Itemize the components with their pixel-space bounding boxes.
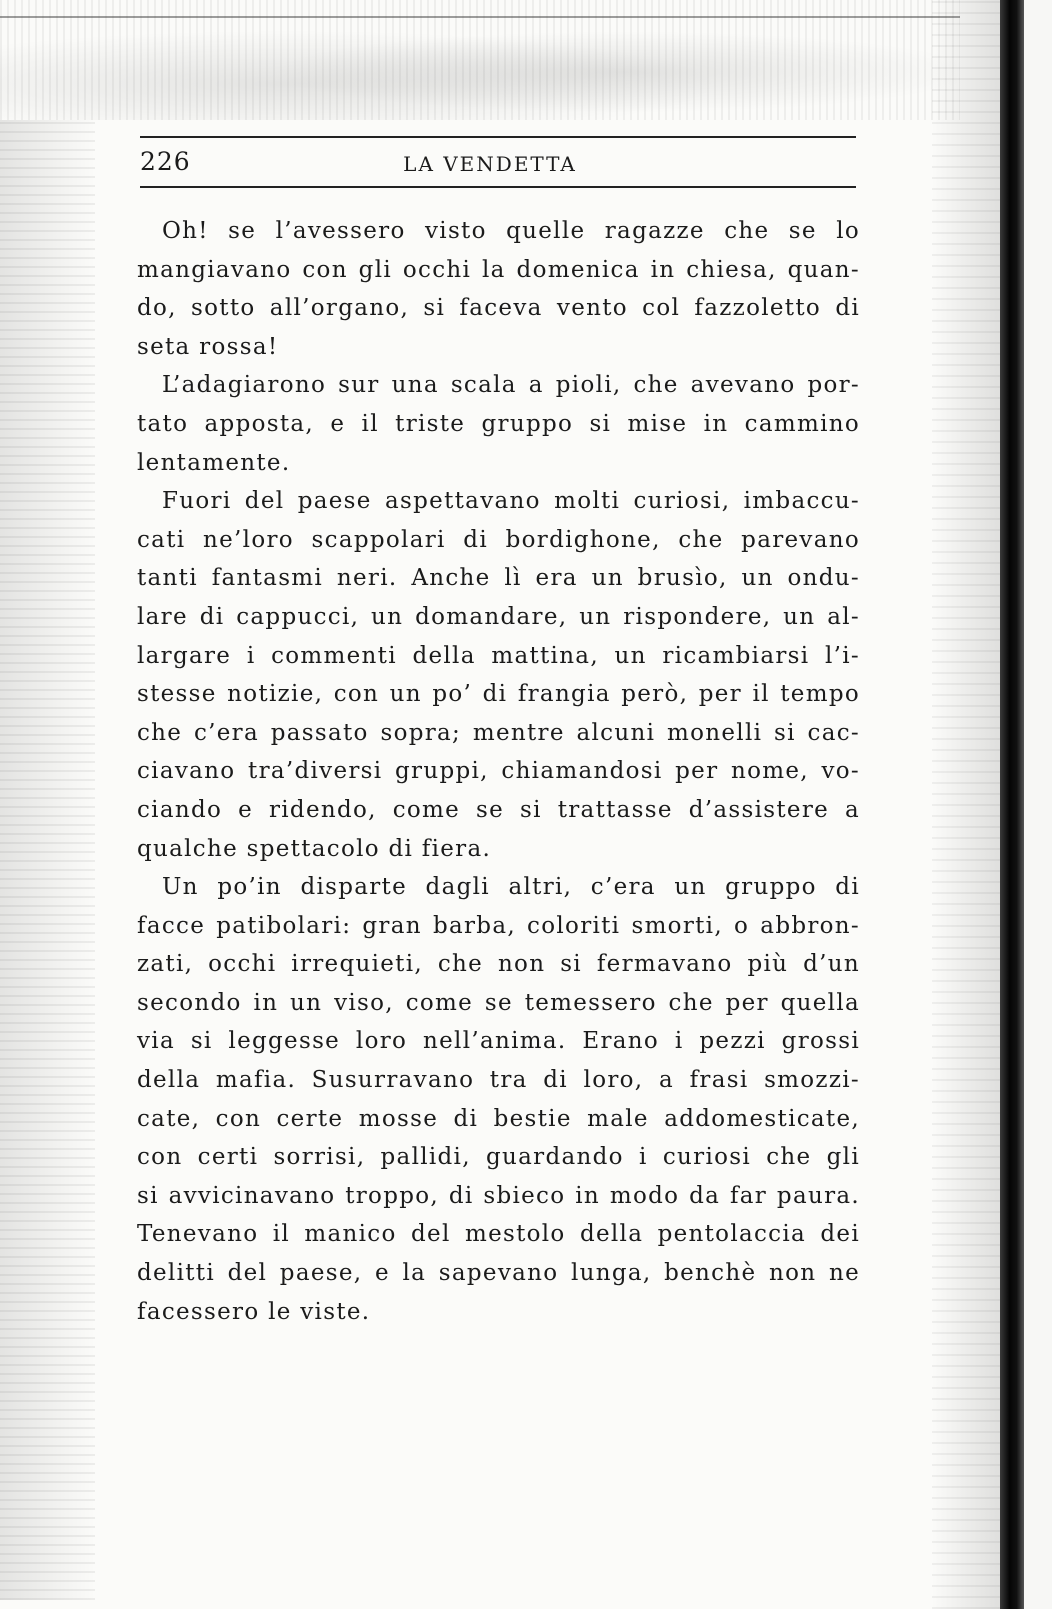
text-line: seta rossa! <box>137 333 279 360</box>
text-line: cate, con certe mosse di bestie male addomesticate, <box>137 1105 860 1132</box>
scan-edge-line <box>0 16 960 18</box>
text-line: do, sotto all’organo, si faceva vento col fazzoletto di <box>137 295 860 322</box>
text-line: L’adagiarono sur una scala a pioli, che avevano por- <box>162 372 860 399</box>
text-line: facessero le viste. <box>137 1298 371 1325</box>
header-rule-bottom <box>140 186 856 188</box>
body-text <box>137 212 860 1331</box>
text-line: tanti fantasmi neri. Anche lì era un brusìo, un ondu- <box>137 565 860 592</box>
text-line: Fuori del paese aspettavano molti curiosi, imbaccu- <box>162 488 860 515</box>
text-line: cati ne’loro scappolari di bordighone, che parevano <box>137 526 860 553</box>
text-line: Tenevano il manico del mestolo della pentolaccia dei <box>137 1221 860 1248</box>
scan-noise-top <box>0 0 960 120</box>
text-line: secondo in un viso, come se temessero che per quella <box>137 989 860 1016</box>
text-line: largare i commenti della mattina, un ricambiarsi l’i- <box>137 642 860 669</box>
text-line: si avvicinavano troppo, di sbieco in modo da far paura. <box>137 1182 860 1209</box>
text-line: mangiavano con gli occhi la domenica in chiesa, quan- <box>137 256 860 283</box>
text-line: ciavano tra’diversi gruppi, chiamandosi per nome, vo- <box>137 758 860 785</box>
text-line: Un po’in disparte dagli altri, c’era un gruppo di <box>162 874 860 901</box>
scan-margin-right <box>1024 0 1052 1609</box>
text-line: qualche spettacolo di fiera. <box>137 835 492 862</box>
text-line: con certi sorrisi, pallidi, guardando i curiosi che gli <box>137 1144 860 1171</box>
text-line: tato apposta, e il triste gruppo si mise in cammino <box>137 410 860 437</box>
text-line: lare di cappucci, un domandare, un rispondere, un al- <box>137 603 860 630</box>
scan-noise-left <box>0 120 95 1600</box>
book-binding-edge <box>1000 0 1024 1609</box>
text-line: della mafia. Susurravano tra di loro, a frasi smozzi- <box>137 1067 860 1094</box>
text-line: ciando e ridendo, come se si trattasse d’assistere a <box>137 796 860 823</box>
header-rule-top <box>140 136 856 138</box>
text-line: stesse notizie, con un po’ di frangia però, per il tempo <box>137 681 860 708</box>
text-line: Oh! se l’avessero visto quelle ragazze che se lo <box>162 218 860 244</box>
text-line: delitti del paese, e la sapevano lunga, benchè non ne <box>137 1260 860 1287</box>
text-line: via si leggesse loro nell’anima. Erano i pezzi grossi <box>137 1028 860 1055</box>
text-line: zati, occhi irrequieti, che non si fermavano più d’un <box>137 951 860 978</box>
text-line: che c’era passato sopra; mentre alcuni monelli si cac- <box>137 719 860 746</box>
text-line: facce patibolari: gran barba, coloriti smorti, o abbron- <box>137 912 860 939</box>
running-title: LA VENDETTA <box>403 152 577 176</box>
text-line: lentamente. <box>137 449 291 476</box>
page-number: 226 <box>140 147 191 176</box>
